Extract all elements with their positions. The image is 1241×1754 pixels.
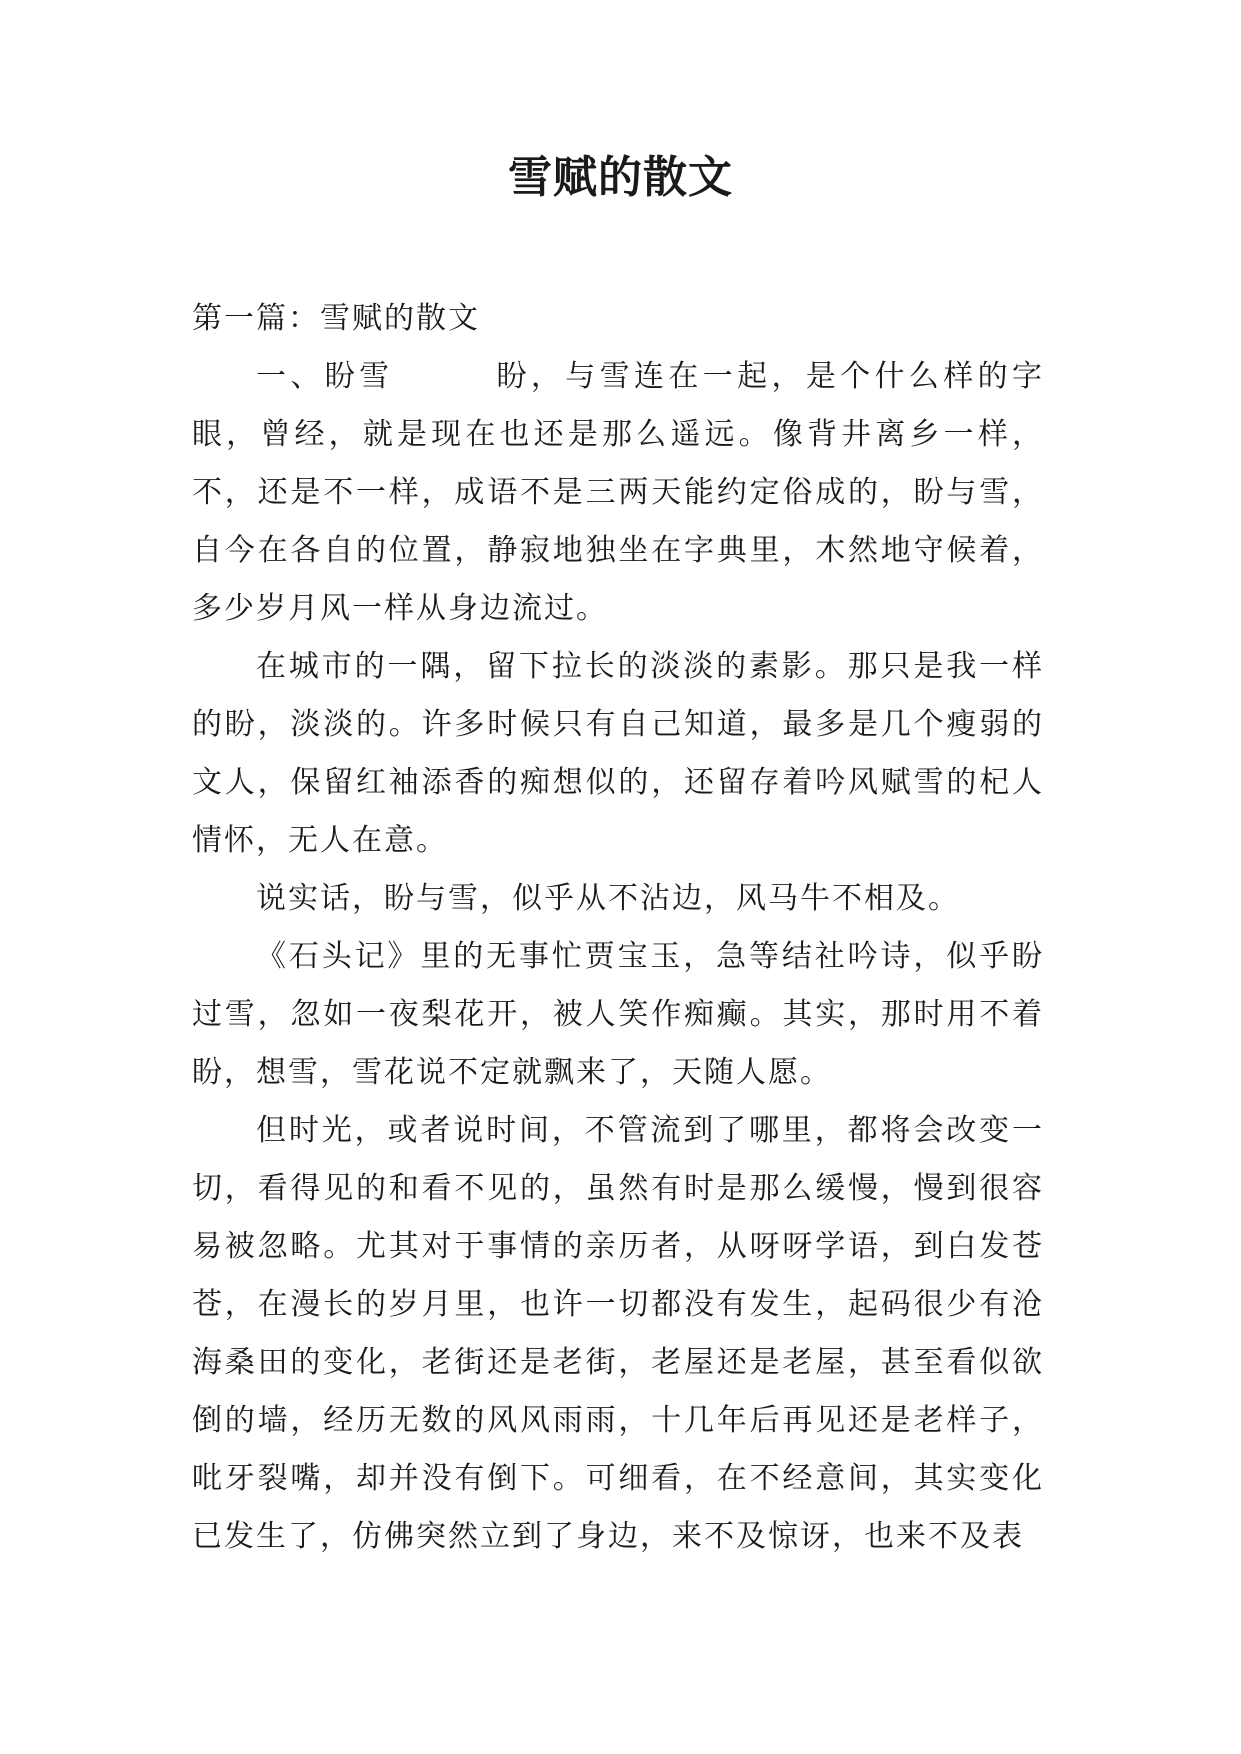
paragraph-3: 说实话，盼与雪，似乎从不沾边，风马牛不相及。 (256, 881, 960, 916)
document-body (192, 290, 1044, 1566)
paragraph-1: 一、盼雪 盼，与雪连在一起，是个什么样的字眼，曾经，就是现在也还是那么遥远。像背井离乡一样，不，还是不一样，成语不是三两天能约定俗成的，盼与雪，自今在各自的位置，静寂地独坐在字典里，木然地守候着，多少岁月风一样从身边流过。 (192, 359, 1044, 626)
paragraph-4: 《石头记》里的无事忙贾宝玉，急等结社吟诗，似乎盼过雪，忽如一夜梨花开，被人笑作痴癫。其实，那时用不着盼，想雪，雪花说不定就飘来了，天随人愿。 (192, 939, 1044, 1090)
paragraph-5: 但时光，或者说时间，不管流到了哪里，都将会改变一切，看得见的和看不见的，虽然有时是那么缓慢，慢到很容易被忽略。尤其对于事情的亲历者，从呀呀学语，到白发苍苍，在漫长的岁月里，也许一切都没有发生，起码很少有沧海桑田的变化，老街还是老街，老屋还是老屋，甚至看似欲倒的墙，经历无数的风风雨雨，十几年后再见还是老样子，吡牙裂嘴，却并没有倒下。可细看，在不经意间，其实变化已发生了，仿佛突然立到了身边，来不及惊讶，也来不及表 (192, 1113, 1044, 1554)
paragraph-2: 在城市的一隅，留下拉长的淡淡的素影。那只是我一样的盼，淡淡的。许多时候只有自己知道，最多是几个瘦弱的文人，保留红袖添香的痴想似的，还留存着吟风赋雪的杞人情怀，无人在意。 (192, 649, 1044, 858)
document-title: 雪赋的散文 (508, 152, 733, 203)
section-heading: 第一篇：雪赋的散文 (192, 301, 480, 336)
